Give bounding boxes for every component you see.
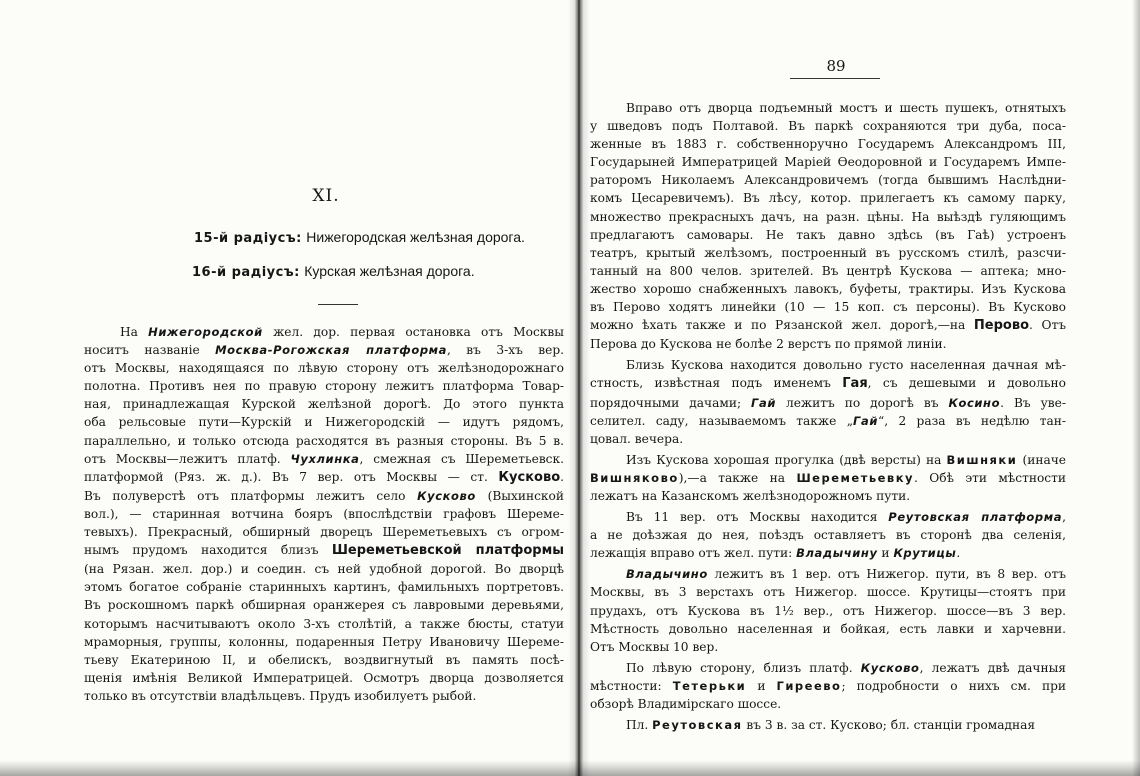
bold-place-name: Перово bbox=[973, 318, 1029, 334]
text-line: Изъ Кускова хорошая прогулка (двѣ версты) на Вишняки (иначе bbox=[626, 452, 1066, 467]
bold-place-name: Гая bbox=[842, 376, 868, 392]
text-line: порядочными дачами; Гай лежитъ по дорогѣ въ Косино. Въ увe- bbox=[590, 395, 1066, 410]
spaced-place-name: Вишняково bbox=[590, 470, 679, 485]
text-line: лежатъ на Казанскомъ желѣзнодорожномъ пути. bbox=[590, 488, 911, 503]
page-number-rule bbox=[790, 78, 880, 79]
text-line: лежащія вправо отъ жел. пути: Владычину и Крутицы. bbox=[590, 546, 961, 561]
text-line: Государыней Императрицей Маріей Ѳеодоровной и Государемъ Импе- bbox=[590, 155, 1066, 170]
text-line: только въ отсутствіи владѣльцевъ. Прудъ изобилуетъ рыбой. bbox=[84, 688, 477, 703]
text-line: На Нижегородской жел. дор. первая остановка отъ Москвы bbox=[120, 325, 564, 339]
chapter-number: XI. bbox=[312, 186, 340, 206]
page-bottom-edge bbox=[0, 760, 1140, 776]
spaced-place-name: Тетерьки bbox=[672, 678, 747, 693]
text-line: тевыхъ). Прекрасный, обширный дворецъ Шереметьевыхъ съ огром- bbox=[84, 525, 564, 540]
paragraph bbox=[84, 323, 564, 705]
text-line: оба рельсовые пути—Курскій и Нижегородскій — идутъ рядомъ, bbox=[84, 415, 564, 430]
text-line: отъ Москвы—лежитъ платф. Чухлинка, смежная съ Шереметьевск. bbox=[84, 451, 564, 466]
text-line: Вправо отъ дворца подъемный мостъ и шесть пушекъ, отнятыхъ bbox=[626, 101, 1066, 115]
text-line: щенія имѣнія Великой Императрицей. Осмотръ дворца дозволяется bbox=[84, 670, 564, 685]
text-line: ная, принадлежащая Курской желѣзной дорогѣ. До этого пункта bbox=[84, 397, 564, 412]
emphasis-text: Реутовская платформа bbox=[888, 510, 1063, 525]
text-line: Отъ Москвы 10 вер. bbox=[590, 639, 719, 654]
page-right-edge bbox=[1132, 0, 1140, 776]
radius-16-heading bbox=[192, 263, 572, 280]
paragraph bbox=[590, 659, 1066, 713]
text-line: предлагаютъ самовары. Не такъ давно здѣсь (въ Гаѣ) устроенъ bbox=[590, 227, 1066, 242]
radius-16-label: 16-й радіусъ: bbox=[192, 265, 300, 280]
text-line: раторомъ Николаемъ Александровичемъ (тогда бывшимъ Наслѣдни- bbox=[590, 173, 1066, 188]
paragraph bbox=[590, 716, 1066, 734]
paragraph bbox=[590, 451, 1066, 505]
text-line: селител. саду, называемомъ также „Гай“, 2 раза въ недѣлю тан- bbox=[590, 413, 1066, 428]
right-page bbox=[590, 0, 1080, 776]
emphasis-text: Нижегородской bbox=[148, 325, 263, 339]
section-divider bbox=[318, 304, 358, 305]
emphasis-text: Гай bbox=[751, 395, 776, 410]
text-line: Пл. Реутовская въ 3 в. за ст. Кусково; бл. станціи громадная bbox=[626, 718, 1036, 733]
text-line: у шведовъ подъ Полтавой. Въ паркѣ сохраняются три дуба, поса- bbox=[590, 119, 1066, 134]
text-line: танный на 800 челов. зрителей. Въ центрѣ Кускова — аптека; мно- bbox=[590, 263, 1066, 278]
text-line: Владычино лежитъ въ 1 вер. отъ Нижегор. пути, въ 8 вер. отъ bbox=[626, 567, 1066, 582]
text-line: обзорѣ Владимірскаго шоссе. bbox=[590, 697, 782, 711]
spaced-place-name: Вишняки bbox=[946, 452, 1018, 467]
emphasis-text: Кусково bbox=[417, 488, 476, 503]
text-line: вол.), — старинная вотчина бояръ (впослѣдствіи графовъ Шереме- bbox=[84, 506, 564, 521]
text-line: стность, извѣстная подъ именемъ Гая, съ дешевыми и довольно bbox=[590, 376, 1066, 392]
radius-16-text: Курская желѣзная дорога. bbox=[304, 263, 475, 279]
radius-15-label: 15-й радіусъ: bbox=[194, 231, 302, 246]
emphasis-text: Москва-Рогожская платформа bbox=[215, 343, 448, 358]
spaced-place-name: Шереметьевку bbox=[796, 470, 915, 485]
text-line: цовал. вечера. bbox=[590, 431, 684, 446]
text-line: По лѣвую сторону, близъ платф. Кусково, лежатъ двѣ дачныя bbox=[626, 660, 1066, 675]
text-line: Мѣстность довольно населенная и бойкая, есть лавки и харчевни. bbox=[590, 621, 1066, 636]
text-line: множество прекрасныхъ дачъ, на разн. цѣны. На выѣздѣ гуляющимъ bbox=[590, 209, 1066, 224]
left-page bbox=[84, 0, 568, 776]
text-line: параллельно, и только отсюда расходятся въ разныя стороны. Въ 5 в. bbox=[84, 433, 564, 448]
bold-place-name: Шереметьевской платформы bbox=[331, 543, 564, 559]
text-line: мраморныя, группы, колонны, подаренныя Петру Ивановичу Шереме- bbox=[84, 634, 564, 649]
paragraph bbox=[590, 356, 1066, 447]
radius-15-text: Нижегородская желѣзная дорога. bbox=[306, 229, 525, 245]
text-line: носитъ названіе Москва-Рогожская платформа, въ 3-хъ вер. bbox=[84, 343, 564, 358]
emphasis-text: Косино bbox=[948, 395, 1001, 410]
text-line: комъ Цесаревичемъ). Въ лѣсу, котор. прилегаетъ къ самому парку, bbox=[590, 191, 1066, 206]
bold-place-name: Кусково bbox=[498, 469, 561, 485]
text-line: Москвы, въ 3 верстахъ отъ Нижегор. шоссе. Крутицы—стоятъ при bbox=[590, 585, 1066, 600]
text-line: Близь Кускова находится довольно густо населенная дачная мѣ- bbox=[626, 358, 1066, 373]
text-line: можно ѣхать также и по Рязанской жел. дорогѣ,—на Перово. Отъ bbox=[590, 318, 1066, 334]
text-line: полотна. Противъ нея по правую сторону лежитъ платформа Товар- bbox=[84, 379, 564, 394]
paragraph bbox=[590, 565, 1066, 655]
text-line: мѣстности: Тетерьки и Гиреево; подробности о нихъ см. при bbox=[590, 678, 1066, 693]
text-line: прудахъ, отъ Кускова въ 1½ вер., отъ Нижегор. шоссе—въ 3 вер. bbox=[590, 603, 1066, 618]
page-number: 89 bbox=[826, 57, 846, 75]
text-line: жество хорошо снабженныхъ лавокъ, буфеты, трактиры. Изъ Кускова bbox=[590, 281, 1066, 296]
left-page-body bbox=[84, 323, 564, 705]
emphasis-text: Кусково bbox=[860, 660, 920, 675]
text-line: Въ 11 вер. отъ Москвы находится Реутовская платформа, bbox=[626, 510, 1066, 525]
emphasis-text: Чухлинка bbox=[290, 451, 360, 466]
text-line: а не доѣзжая до нея, поѣздъ оставляетъ въ сторонѣ два селенія, bbox=[590, 528, 1066, 543]
text-line: женные въ 1883 г. собственноручно Государемъ Александромъ III, bbox=[590, 137, 1066, 152]
emphasis-text: Владычину bbox=[796, 546, 878, 561]
emphasis-text: Крутицы bbox=[893, 546, 957, 561]
paragraph bbox=[590, 508, 1066, 562]
text-line: Вишняково),—а также на Шереметьевку. Обѣ эти мѣстности bbox=[590, 470, 1066, 485]
text-line: тьеву Екатериною II, и обелискъ, воздвигнутый въ память посѣ- bbox=[84, 652, 564, 667]
text-line: отъ Москвы, находящаяся по лѣвую сторону отъ желѣзнодорожнаго bbox=[84, 361, 564, 376]
text-line: Въ роскошномъ паркѣ обширная оранжерея съ лавровыми деревьями, bbox=[84, 598, 564, 613]
spaced-place-name: Гиреево bbox=[776, 678, 842, 693]
emphasis-text: Гай bbox=[853, 413, 878, 428]
radius-15-heading bbox=[194, 229, 574, 246]
book-gutter bbox=[568, 0, 590, 776]
paragraph bbox=[590, 99, 1066, 353]
text-line: Перова до Кускова не болѣе 2 верстъ по прямой линіи. bbox=[590, 337, 947, 352]
text-line: театръ, крытый желѣзомъ, построенный въ русскомъ стилѣ, разсчи- bbox=[590, 245, 1066, 260]
emphasis-text: Владычино bbox=[626, 567, 708, 582]
text-line: въ Перово ходятъ линейки (10 — 15 коп. съ персоны). Въ Кусково bbox=[590, 300, 1066, 315]
text-line: нымъ прудомъ находится близъ Шереметьевской платформы bbox=[84, 543, 564, 559]
spaced-place-name: Реутовская bbox=[652, 718, 743, 733]
text-line: Въ полуверстѣ отъ платформы лежитъ село Кусково (Выхинской bbox=[84, 488, 565, 503]
text-line: платформой (Ряз. ж. д.). Въ 7 вер. отъ Москвы — ст. Кусково. bbox=[84, 469, 564, 485]
text-line: этомъ богатое собраніе старинныхъ картинъ, фамильныхъ портретовъ. bbox=[84, 580, 564, 595]
right-page-body bbox=[590, 99, 1066, 737]
text-line: которымъ насчитываютъ около 3-хъ столѣтій, а также бюсты, статуи bbox=[84, 616, 564, 631]
text-line: (на Рязан. жел. дор.) и соедин. съ ней удобной дорогой. Во дворцѣ bbox=[84, 562, 564, 577]
